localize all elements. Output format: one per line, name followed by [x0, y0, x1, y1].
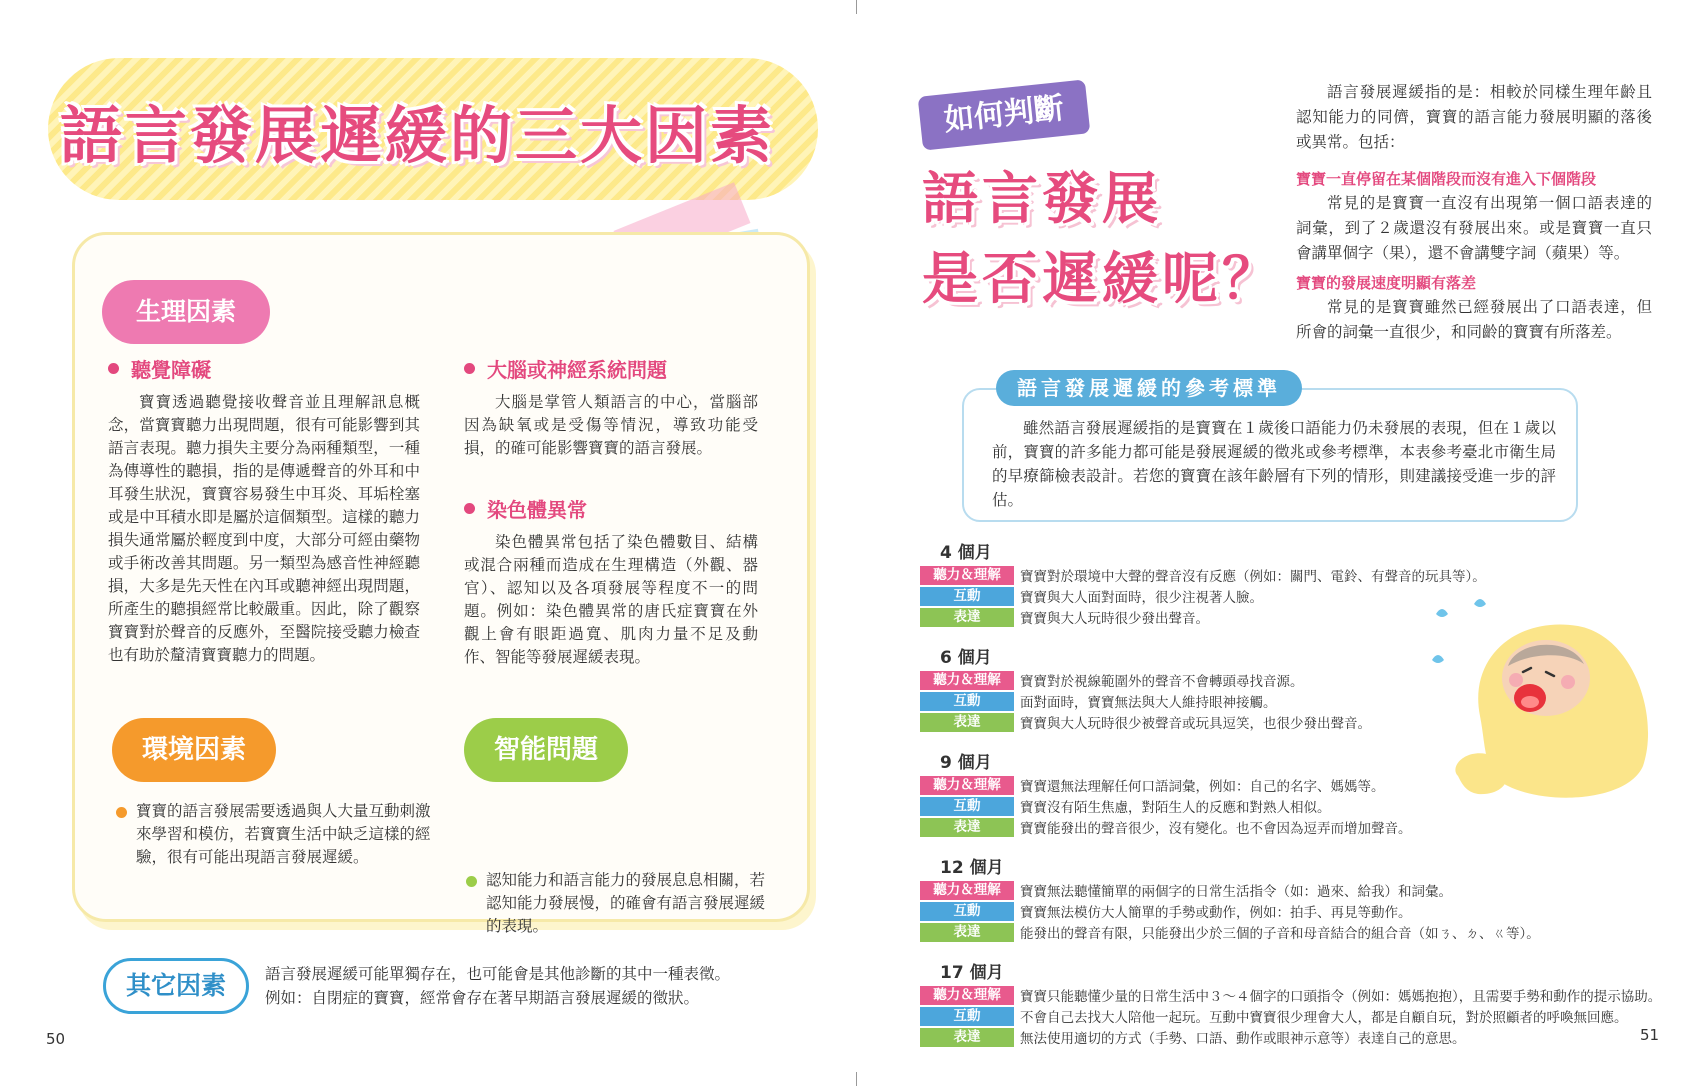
milestone-text: 無法使用適切的方式（手勢、口語、動作或眼神示意等）表達自己的意思。 [1020, 1031, 1466, 1047]
slow-speed-section [1296, 272, 1652, 345]
express-tag: 表達 [920, 713, 1014, 732]
how-to-judge-tag: 如何判斷 [918, 79, 1091, 150]
crying-baby-illustration [1428, 596, 1668, 806]
milestone-text: 寶寶還無法理解任何口語詞彙，例如：自己的名字、媽媽等。 [1020, 779, 1385, 795]
slow-speed-heading: 寶寶的發展速度明顯有落差 [1296, 274, 1477, 292]
milestone-row [920, 985, 1662, 1005]
milestone-12-months [920, 853, 1656, 942]
environment-body: 寶寶的語言發展需要透過與人大量互動刺激來學習和模仿，若寶寶生活中缺乏這樣的經驗，很有可能出現語言發展遲緩。 [116, 800, 432, 869]
bullet-dot-icon [464, 503, 475, 514]
chromosome-body: 染色體異常包括了染色體數目、結構或混合兩種而造成在生理構造（外觀、器官）、認知以及各項發展等程度不一的問題。例如：染色體異常的唐氏症寶寶在外觀上會有眼距過寬、肌肉力量不足及動作、智能等發展遲緩表現。 [464, 533, 758, 666]
page-number-left: 50 [46, 1030, 66, 1048]
other-factor-pill: 其它因素 [103, 958, 249, 1014]
reference-title: 語言發展遲緩的參考標準 [996, 370, 1302, 406]
brain-body: 大腦是掌管人類語言的中心，當腦部因為缺氧或是受傷等情況，導致功能受損，的確可能影響寶寶的語言發展。 [464, 393, 758, 457]
hearing-tag: 聽力＆理解 [920, 881, 1014, 900]
intelligence-body: 認知能力和語言能力的發展息息相關，若認知能力發展慢，的確會有語言發展遲緩的表現。 [466, 869, 766, 938]
chromosome-heading: 染色體異常 [464, 494, 758, 523]
other-factor-body: 語言發展遲緩可能單獨存在，也可能會是其他診斷的其中一種表徵。 例如：自閉症的寶寶，經常會存在著早期語言發展遲緩的徵狀。 [265, 965, 731, 1007]
milestone-row [920, 1027, 1656, 1047]
interact-tag: 互動 [920, 692, 1014, 711]
milestone-age: 12 個月 [940, 858, 1004, 878]
milestone-text: 寶寶無法聽懂簡單的兩個字的日常生活指令（如：過來、給我）和詞彙。 [1020, 884, 1452, 900]
gutter-mark-bottom [856, 1072, 857, 1086]
hearing-tag: 聽力＆理解 [920, 671, 1014, 690]
bullet-dot-icon [464, 363, 475, 374]
milestone-text: 寶寶對於視線範圍外的聲音不會轉頭尋找音源。 [1020, 674, 1304, 690]
hearing-tag: 聽力＆理解 [920, 776, 1014, 795]
interact-tag: 互動 [920, 797, 1014, 816]
bullet-dot-icon [116, 807, 127, 818]
brain-heading: 大腦或神經系統問題 [464, 354, 758, 383]
milestone-age: 4 個月 [940, 543, 992, 563]
milestone-text: 寶寶無法模仿大人簡單的手勢或動作，例如：拍手、再見等動作。 [1020, 905, 1412, 921]
question-heading: 語言發展 是否遲緩呢？ [922, 167, 1282, 312]
gutter-mark-top [856, 0, 857, 14]
hearing-body: 寶寶透過聽覺接收聲音並且理解訊息概念，當寶寶聽力出現問題，很有可能影響到其語言表現。聽力損失主要分為兩種類型，一種為傳導性的聽損，指的是傳遞聲音的外耳和中耳發生狀況，寶寶容易發生中耳炎、耳垢栓塞或是中耳積水即是屬於這個類型。這樣的聽力損失通常屬於輕度到中度，大部分可經由藥物或手術改善其問題。另一類型為感音性神經聽損，大多是先天性在內耳或聽神經出現問題，所產生的聽損經常比較嚴重。因此，除了觀察寶寶對於聲音的反應外，至醫院接受聽力檢查也有助於釐清寶寶聽力的問題。 [108, 393, 420, 664]
milestone-text: 寶寶對於環境中大聲的聲音沒有反應（例如：關門、電鈴、有聲音的玩具等）。 [1020, 569, 1486, 585]
page-title: 語言發展遲緩的三大因素 [60, 99, 776, 172]
hearing-tag: 聽力＆理解 [920, 566, 1014, 585]
bullet-dot-icon [108, 363, 119, 374]
milestone-age: 17 個月 [940, 963, 1004, 983]
milestone-text: 不會自己去找大人陪他一起玩。互動中寶寶很少理會大人，都是自顧自玩，對於照顧者的呼喚無回應。 [1020, 1010, 1628, 1026]
express-tag: 表達 [920, 818, 1014, 837]
hearing-section [108, 354, 420, 667]
milestone-text: 寶寶與大人面對面時，很少注視著人臉。 [1020, 590, 1263, 606]
reference-body: 雖然語言發展遲緩指的是寶寶在１歲後口語能力仍未發展的表現，但在１歲以前，寶寶的許多能力都可能是發展遲緩的徵兆或參考標準，本表參考臺北市衛生局的早療篩檢表設計。若您的寶寶在該年齡層有下列的情形，則建議接受進一步的評估。 [992, 419, 1556, 509]
milestone-row [920, 901, 1656, 921]
stuck-stage-heading: 寶寶一直停留在某個階段而沒有進入下個階段 [1296, 170, 1597, 188]
milestone-row [920, 880, 1656, 900]
intelligence-factor-pill: 智能問題 [464, 718, 628, 782]
slow-speed-body: 常見的是寶寶雖然已經發展出了口語表達，但所會的詞彙一直很少，和同齡的寶寶有所落差。 [1296, 298, 1652, 341]
milestone-row [920, 922, 1656, 942]
milestone-text: 寶寶只能聽懂少量的日常生活中３～４個字的口頭指令（例如：媽媽抱抱），且需要手勢和動作的提示協助。 [1020, 989, 1662, 1005]
milestone-text: 寶寶能發出的聲音很少，沒有變化。也不會因為逗弄而增加聲音。 [1020, 821, 1412, 837]
bullet-dot-icon [466, 876, 477, 887]
express-tag: 表達 [920, 1028, 1014, 1047]
environment-factor-pill: 環境因素 [112, 718, 276, 782]
interact-tag: 互動 [920, 587, 1014, 606]
milestone-row [920, 1006, 1656, 1026]
interact-tag: 互動 [920, 1007, 1014, 1026]
milestone-text: 寶寶與大人玩時很少被聲音或玩具逗笑，也很少發出聲音。 [1020, 716, 1371, 732]
physiological-factor-pill: 生理因素 [102, 280, 270, 344]
stuck-stage-body: 常見的是寶寶一直沒有出現第一個口語表達的詞彙，到了２歲還沒有發展出來。或是寶寶一直只會講單個字（果），還不會講雙字詞（蘋果）等。 [1296, 194, 1652, 262]
express-tag: 表達 [920, 608, 1014, 627]
milestone-17-months [920, 958, 1662, 1047]
milestone-text: 寶寶沒有陌生焦慮，對陌生人的反應和對熟人相似。 [1020, 800, 1331, 816]
milestone-row [920, 817, 1656, 837]
milestone-text: 寶寶與大人玩時很少發出聲音。 [1020, 611, 1209, 627]
milestone-row [920, 565, 1656, 585]
milestone-text: 面對面時，寶寶無法與大人維持眼神接觸。 [1020, 695, 1277, 711]
hearing-heading: 聽覺障礙 [108, 354, 420, 383]
milestone-age: 9 個月 [940, 753, 992, 773]
stuck-stage-section [1296, 168, 1652, 266]
milestone-age: 6 個月 [940, 648, 992, 668]
definition-intro: 語言發展遲緩指的是：相較於同樣生理年齡且認知能力的同儕，寶寶的語言能力發展明顯的落後或異常。包括： [1296, 83, 1652, 151]
milestone-text: 能發出的聲音有限，只能發出少於三個的子音和母音結合的組合音（如ㄋ、ㄉ、ㄍ等）。 [1020, 926, 1540, 942]
express-tag: 表達 [920, 923, 1014, 942]
page-number-right: 51 [1640, 1026, 1660, 1044]
interact-tag: 互動 [920, 902, 1014, 921]
chromosome-section [464, 494, 758, 669]
brain-section [464, 354, 758, 460]
hearing-tag: 聽力＆理解 [920, 986, 1014, 1005]
